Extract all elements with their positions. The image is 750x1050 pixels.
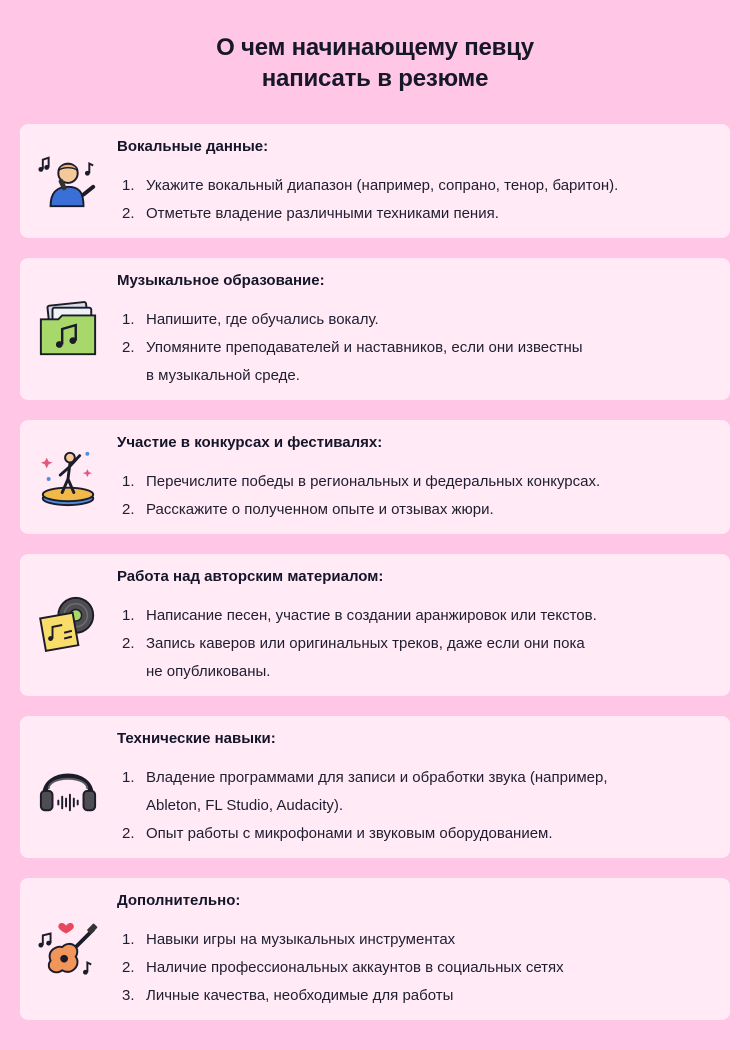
section-heading: Вокальные данные: bbox=[117, 138, 269, 155]
list-item: 2. Наличие профессиональных аккаунтов в социальных сетях bbox=[122, 959, 564, 976]
music-folder-icon bbox=[37, 298, 99, 360]
section-list bbox=[117, 468, 600, 524]
section-card-vocal bbox=[20, 124, 730, 238]
page-title-line-1: О чем начинающему певцу bbox=[216, 34, 534, 61]
stage-performer-icon bbox=[37, 446, 99, 508]
section-list bbox=[117, 926, 564, 1010]
singer-icon bbox=[37, 150, 99, 212]
section-card-technical-skills bbox=[20, 716, 730, 858]
section-card-education bbox=[20, 258, 730, 400]
list-item: 2. Опыт работы с микрофонами и звуковым оборудованием. bbox=[122, 825, 553, 842]
section-list bbox=[117, 764, 608, 848]
vinyl-notes-icon bbox=[37, 594, 99, 656]
page-title-line-2: написать в резюме bbox=[261, 65, 489, 92]
list-item: 1. Укажите вокальный диапазон (например, сопрано, тенор, баритон). bbox=[122, 177, 619, 194]
list-item: 2. Запись каверов или оригинальных треков, даже если они пока не опубликованы. bbox=[122, 635, 585, 680]
section-heading: Участие в конкурсах и фестивалях: bbox=[117, 434, 383, 451]
section-card-original-material bbox=[20, 554, 730, 696]
list-item: 2. Отметьте владение различными техниками пения. bbox=[122, 205, 499, 222]
section-list bbox=[117, 172, 618, 228]
list-item: 2. Упомяните преподавателей и наставников, если они известны в музыкальной среде. bbox=[122, 339, 583, 384]
section-heading: Музыкальное образование: bbox=[117, 272, 325, 289]
section-heading: Дополнительно: bbox=[117, 892, 241, 909]
list-item: 3. Личные качества, необходимые для работы bbox=[122, 987, 454, 1004]
section-card-additional bbox=[20, 878, 730, 1020]
list-item: 1. Владение программами для записи и обработки звука (например, Ableton, FL Studio, Audacity). bbox=[122, 769, 608, 814]
section-list bbox=[117, 602, 597, 686]
list-item: 1. Перечислите победы в региональных и федеральных конкурсах. bbox=[122, 473, 601, 490]
list-item: 1. Написание песен, участие в создании аранжировок или текстов. bbox=[122, 607, 597, 624]
list-item: 1. Напишите, где обучались вокалу. bbox=[122, 311, 379, 328]
section-heading: Технические навыки: bbox=[117, 730, 276, 747]
page-title bbox=[0, 32, 750, 94]
headphones-icon bbox=[37, 756, 99, 818]
guitar-icon bbox=[37, 918, 99, 980]
section-list bbox=[117, 306, 583, 390]
list-item: 2. Расскажите о полученном опыте и отзывах жюри. bbox=[122, 501, 494, 518]
section-heading: Работа над авторским материалом: bbox=[117, 568, 384, 585]
section-card-contests bbox=[20, 420, 730, 534]
list-item: 1. Навыки игры на музыкальных инструментах bbox=[122, 931, 456, 948]
